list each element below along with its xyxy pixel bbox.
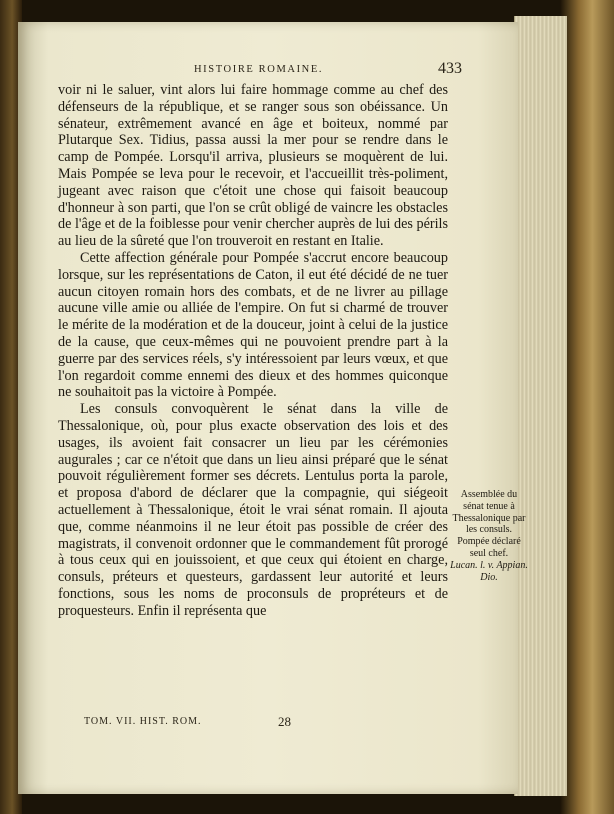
- signature-number: 28: [278, 714, 291, 729]
- page-number: 433: [438, 60, 462, 77]
- book-page: [18, 22, 528, 794]
- book-cover-right: [560, 0, 614, 814]
- margin-note-text: Assemblée du sénat tenue à Thessalonique par les consuls. Pompée déclaré seul chef.: [452, 489, 526, 559]
- paragraph: Les consuls convoquèrent le sénat dans la ville de Thessalonique, où, pour plus exacte observation des lois et des usages, ils avoient fait consacrer un lieu par les cérémonies augurales ; car ce n'étoit que dans un lieu ainsi préparé que le sénat pouvoit régulièrement former ses décrets. Lentulus porta la parole, et proposa d'abord de déclarer que la compagnie, qui siégeoit actuellement à Thessalonique, étoit le vrai sénat romain. Il ajouta que, comme néanmoins il ne leur étoit pas possible de créer des magistrats, il convenoit ordonner que le commandement fût prorogé à tous ceux qui en jouissoient, et que ceux qui étoient en charge, consuls, préteurs et questeurs, gardassent leur autorité et leurs fonctions, sous les noms de proconsuls de propréteurs et de proquesteurs. Enfin il représenta que: [58, 401, 448, 619]
- paragraph: Cette affection générale pour Pompée s'accrut encore beaucoup lorsque, sur les représentations de Caton, il eut été décidé de ne tuer aucun citoyen romain hors des combats, et de ne livrer au pillage aucune ville amie ou alliée de l'empire. On fut si charmé de trouver le mérite de la modération et de la douceur, joint à celui de la justice de la cause, que ceux-mêmes qui ne pouvoient prendre part à la guerre par des services réels, s'y intéressoient par leurs vœux, et que l'on regardoit comme ennemi des dieux et des hommes quiconque ne souhaitoit pas la victoire à Pompée.: [58, 249, 448, 401]
- paragraph: voir ni le saluer, vint alors lui faire hommage comme au chef des défenseurs de la république, et se ranger sous son obéissance. Un sénateur, extrêmement avancé en âge et boiteux, nommé par Plutarque Sex. Tidius, passa aussi la mer pour se rendre dans le camp de Pompée. Lorsqu'il arriva, plusieurs se moquèrent de lui. Mais Pompée se leva pour le recevoir, et l'accueillit très-poliment, jugeant avec raison que c'étoit une chose qui faisoit beaucoup d'honneur à son parti, que l'on se crût obligé de vaincre les obstacles de l'âge et de la foiblesse pour venir chercher auprès de lui des périls au lieu de la sûreté que l'on trouveroit en restant en Italie.: [58, 82, 448, 250]
- margin-note: [450, 489, 528, 583]
- page-edges: [514, 16, 567, 796]
- running-title: HISTOIRE ROMAINE.: [194, 64, 324, 75]
- signature-mark: TOM. VII. HIST. ROM.: [84, 716, 202, 727]
- main-text: [58, 82, 448, 620]
- page-header: [58, 60, 462, 82]
- page-footer: [58, 714, 448, 732]
- margin-note-refs: Lucan. l. v. Appian. Dio.: [450, 559, 528, 583]
